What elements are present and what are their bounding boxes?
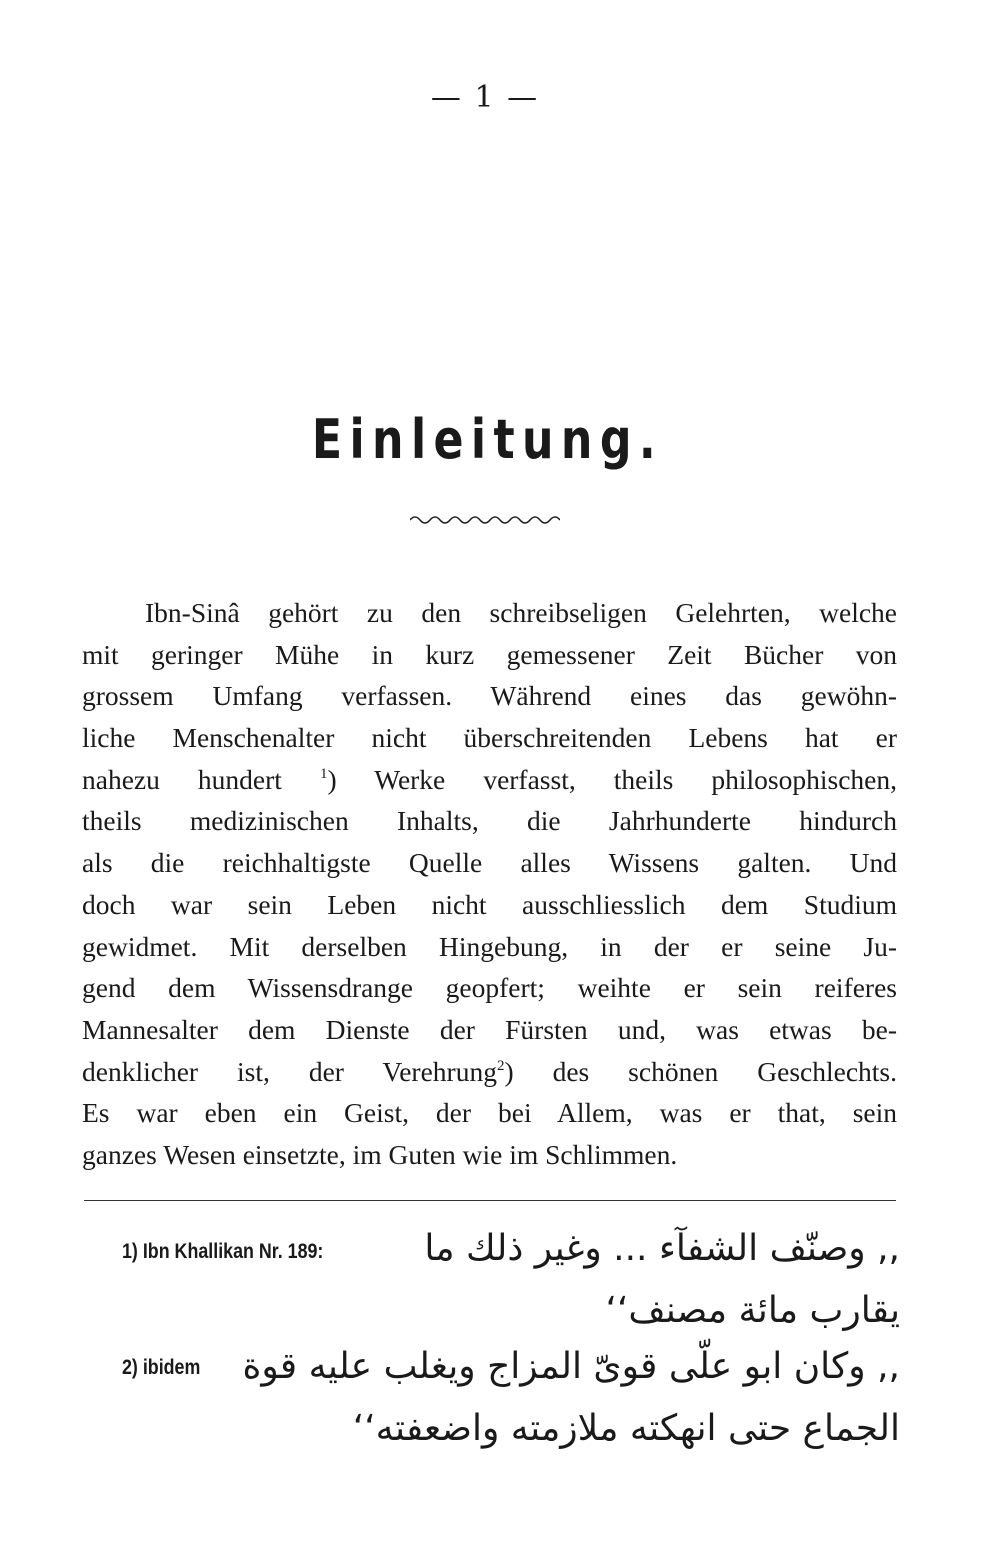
footnote-rule bbox=[84, 1200, 896, 1201]
text-line: grossem Umfang verfassen. Während eines das gewöhn- bbox=[82, 680, 897, 712]
text-segment: nahezu hundert bbox=[82, 763, 282, 795]
text-line: gend dem Wissensdrange geopfert; weihte er sein reiferes bbox=[82, 972, 897, 1004]
text-line: ganzes Wesen einsetzte, im Guten wie im Schlimmen. bbox=[82, 1138, 678, 1170]
text-line: Es war eben ein Geist, der bei Allem, was er that, sein bbox=[82, 1097, 897, 1129]
text-line: als die reichhaltigste Quelle alles Wissens galten. Und bbox=[82, 847, 897, 879]
footnote-1-arabic-line-1: ,, وصنّف الشفآء ... وغير ذلك ما bbox=[424, 1228, 900, 1269]
text-segment: denklicher ist, der Verehrung bbox=[82, 1055, 497, 1087]
introduction-paragraph bbox=[82, 592, 897, 1176]
footnote-2-arabic-line-1: ,, وكان ابو علّى قوىّ المزاج ويغلب عليه قوة bbox=[242, 1346, 900, 1387]
footnote-marker-1: 1 bbox=[319, 765, 328, 782]
text-line: liche Menschenalter nicht überschreitenden Lebens hat er bbox=[82, 722, 897, 754]
text-line: doch war sein Leben nicht ausschliesslich dem Studium bbox=[82, 888, 897, 920]
text-line: Mannesalter dem Dienste der Fürsten und, was etwas be- bbox=[82, 1013, 897, 1045]
wavy-ornament-divider bbox=[410, 512, 560, 526]
text-line bbox=[82, 759, 897, 801]
text-segment: ) Werke verfasst, theils philosophischen, bbox=[327, 763, 898, 795]
text-line: mit geringer Mühe in kurz gemessener Zeit Bücher von bbox=[82, 638, 897, 670]
footnote-1-label: 1) Ibn Khallikan Nr. 189: bbox=[122, 1240, 324, 1263]
footnote-marker-2: 2 bbox=[496, 1057, 505, 1074]
text-line: Ibn-Sinâ gehört zu den schreibseligen Gelehrten, welche bbox=[145, 597, 897, 628]
footnote-2-label: 2) ibidem bbox=[122, 1356, 201, 1379]
text-segment: ) des schönen Geschlechts. bbox=[504, 1055, 897, 1087]
page-number: — 1 — bbox=[430, 80, 540, 115]
text-line bbox=[82, 1051, 897, 1093]
chapter-title: Einleitung. bbox=[311, 408, 664, 471]
footnote-1-arabic-line-2: يقارب مائة مصنف‘‘ bbox=[605, 1290, 900, 1331]
text-line: gewidmet. Mit derselben Hingebung, in der er seine Ju- bbox=[82, 930, 897, 962]
footnote-2-arabic-line-2: الجماع حتى انهكته ملازمته واضعفته‘‘ bbox=[352, 1408, 900, 1449]
text-line: theils medizinischen Inhalts, die Jahrhunderte hindurch bbox=[82, 805, 897, 837]
